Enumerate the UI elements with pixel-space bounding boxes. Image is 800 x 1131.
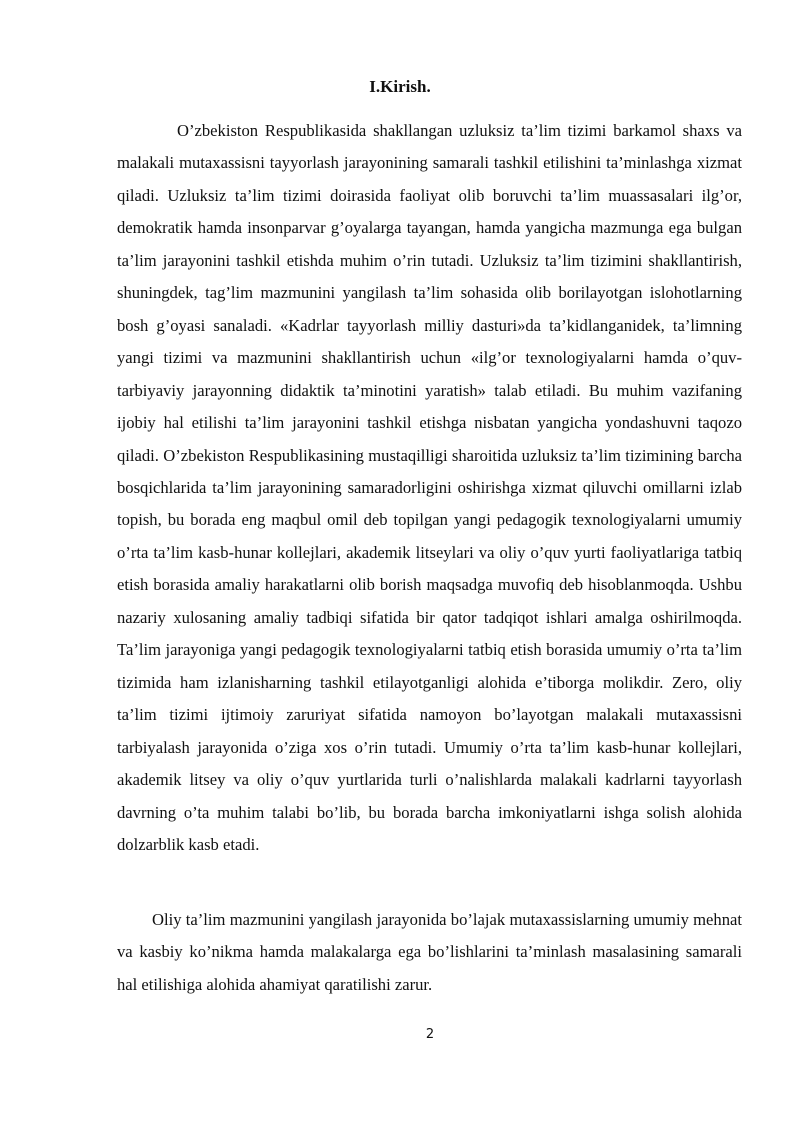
section-heading: I.Kirish. bbox=[369, 77, 431, 96]
paragraph-introduction: O’zbekiston Respublikasida shakllangan uzluksiz ta’lim tizimi barkamol shaxs va malakali mutaxassisni tayyorlash jarayonining samarali tashkil etilishini ta’minlashga xizmat qiladi. Uzluksiz ta’lim tizimi doirasida faoliyat olib boruvchi ta’lim muassasalari ilg’or, demokratik hamda insonparvar g’oyalarga tayangan, hamda yangicha mazmunga ega bulgan ta’lim jarayonini tashkil etishda muhim o’rin tutadi. Uzluksiz ta’lim tizimini shakllantirish, shuningdek, tag’lim mazmunini yangilash ta’lim sohasida olib borilayotgan islohotlarning bosh g’oyasi sanaladi. «Kadrlar tayyorlash milliy dasturi»da ta’kidlanganidek, ta’limning yangi tizimi va mazmunini shakllantirish uchun «ilg’or texnologiyalarni hamda o’quv-tarbiyaviy jarayonning didaktik ta’minotini yaratish» talab etiladi. Bu muhim vazifaning ijobiy hal etilishi ta’lim jarayonini tashkil etishga nisbatan yangicha yondashuvni taqozo qiladi. O’zbekiston Respublikasining mustaqilligi sharoitida uzluksiz ta’lim tizimining barcha bosqichlarida ta’lim jarayonining samaradorligini oshirishga xizmat qiluvchi omillarni izlab topish, bu borada eng maqbul omil deb topilgan yangi pedagogik texnologiyalarni umumiy o’rta ta’lim kasb-hunar kollejlari, akademik litseylari va oliy o’quv yurti faoliyatlariga tatbiq etish borasida amaliy harakatlarni olib borish maqsadga muvofiq deb hisoblanmoqda. Ushbu nazariy xulosaning amaliy tadbiqi sifatida bir qator tadqiqot ishlari amalga oshirilmoqda. Ta’lim jarayoniga yangi pedagogik texnologiyalarni tatbiq etish borasida umumiy o’rta ta’lim tizimida ham izlanisharning tashkil etilayotganligi alohida e’tiborga molikdir. Zero, oliy ta’lim tizimi ijtimoiy zaruriyat sifatida namoyon bo’layotgan malakali mutaxassisni tarbiyalash jarayonida o’ziga xos o’rin tutadi. Umumiy o’rta ta’lim kasb-hunar kollejlari, akademik litsey va oliy o’quv yurtlarida turli o’nalishlarda malakali kadrlarni tayyorlash davrning o’ta muhim talabi bo’lib, bu borada barcha imkoniyatlarni ishga solish alohida dolzarblik kasb etadi. bbox=[117, 121, 742, 854]
paragraph-higher-education: Oliy ta’lim mazmunini yangilash jarayonida bo’lajak mutaxassislarning umumiy mehnat va kasbiy ko’nikma hamda malakalarga ega bo’lishlarini ta’minlash masalasining samarali hal etilishiga alohida ahamiyat qaratilishi zarur. bbox=[117, 910, 742, 994]
page-number: 2 bbox=[425, 1027, 435, 1042]
